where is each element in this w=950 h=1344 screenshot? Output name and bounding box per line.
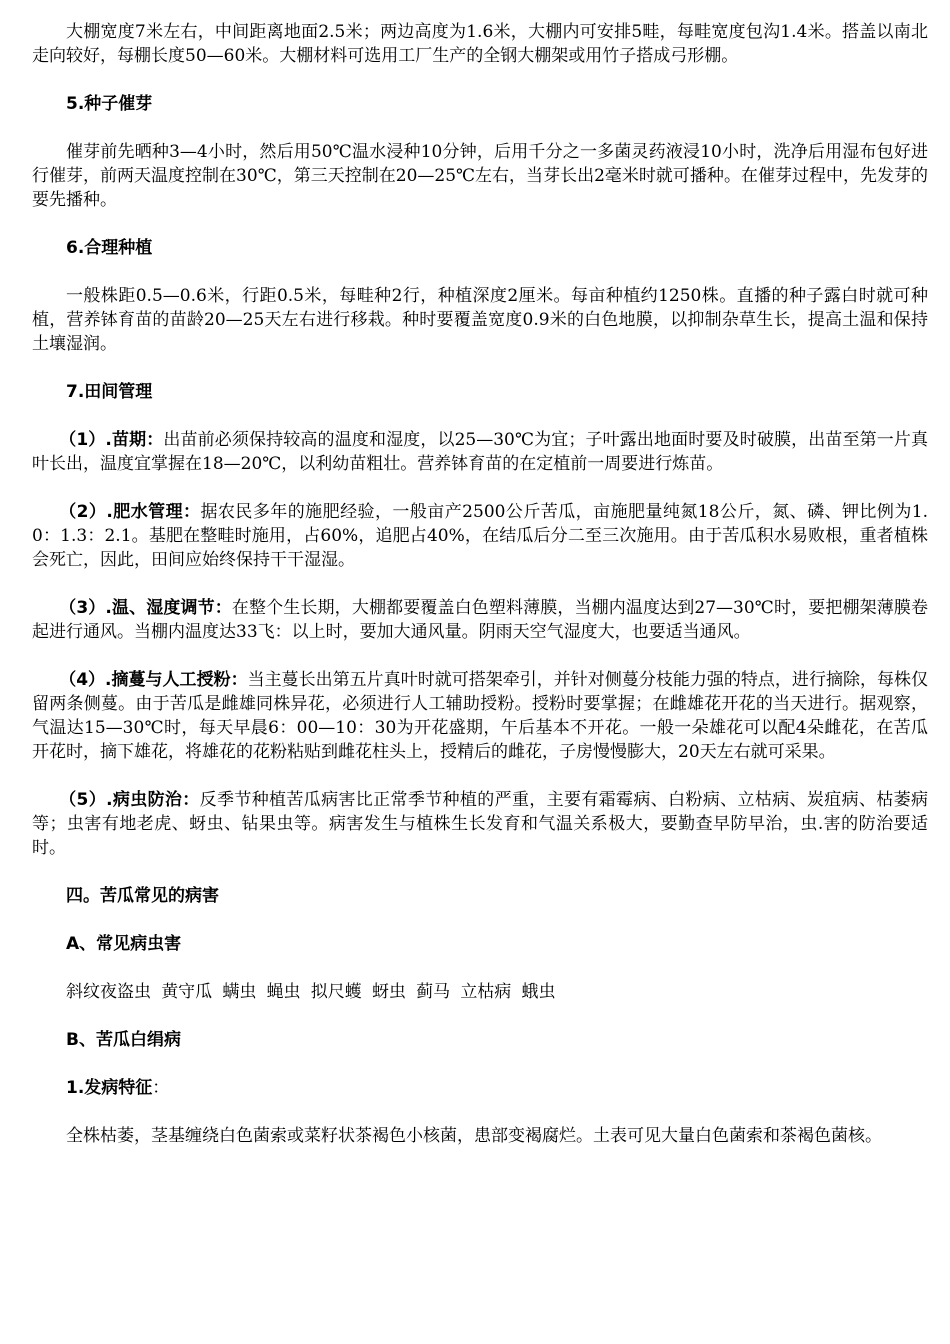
management-pruning-pollination [32, 668, 928, 764]
subheading-common-pests: A、常见病虫害 [66, 934, 182, 954]
heading-planting: 6.合理种植 [66, 238, 153, 258]
pest-item: 蓟马 [416, 982, 451, 1002]
paragraph-greenhouse: 大棚宽度7米左右，中间距离地面2.5米；两边高度为1.6米，大棚内可安排5畦，每畦宽度包沟1.4米。搭盖以南北走向较好，每棚长度50—60米。大棚材料可选用工厂生产的全钢大棚架或用竹子搭成弓形棚。 [32, 22, 928, 66]
heading-seed-germination: 5.种子催芽 [66, 94, 153, 114]
management-label: （1）.苗期： [59, 430, 164, 450]
management-label: （2）.肥水管理： [59, 502, 201, 522]
paragraph-disease-features: 全株枯萎，茎基缠绕白色菌索或菜籽状茶褐色小核菌，患部变褐腐烂。土表可见大量白色菌索和茶褐色菌核。 [66, 1126, 882, 1146]
pest-item: 螨虫 [222, 982, 257, 1002]
document-page [32, 20, 928, 1172]
management-text: 出苗前必须保持较高的温度和湿度，以25—30℃为宜；子叶露出地面时要及时破膜，出苗至第一片真叶长出，温度宜掌握在18—20℃，以利幼苗粗壮。营养钵育苗的在定植前一周要进行炼苗。 [32, 430, 928, 474]
pest-item: 蚜虫 [371, 982, 406, 1002]
management-fertilizer [32, 500, 928, 572]
heading-field-management: 7.田间管理 [66, 382, 153, 402]
pest-item: 拟尺蠖 [310, 982, 362, 1002]
management-label: （3）.温、湿度调节： [59, 598, 232, 618]
feature-label: 1.发病特征 [66, 1078, 153, 1098]
feature-colon: ： [152, 1078, 170, 1098]
pest-item: 黄守瓜 [161, 982, 213, 1002]
management-text: 当主蔓长出第五片真叶时就可搭架牵引，并针对侧蔓分枝能力强的特点，进行摘除，每株仅留两条侧蔓。由于苦瓜是雌雄同株异花，必须进行人工辅助授粉。授粉时要掌握；在雌雄花开花的当天进行。据观察，气温达15—30℃时，每天早晨6：00—10：30为开花盛期，午后基本不开花。一般一朵雄花可以配4朵雌花，在苦瓜开花时，摘下雄花，将雄花的花粉粘贴到雌花柱头上，授精后的雌花，子房慢慢膨大，20天左右就可采果。 [32, 670, 929, 762]
paragraph-planting: 一般株距0.5—0.6米，行距0.5米，每畦种2行，种植深度2厘米。每亩种植约1250株。直播的种子露白时就可种植，营养钵育苗的苗龄20—25天左右进行移栽。种时要覆盖宽度0.9米的白色地膜，以抑制杂草生长，提高土温和保持土壤湿润。 [32, 286, 928, 354]
pest-list [32, 980, 928, 1004]
management-label: （4）.摘蔓与人工授粉： [59, 670, 248, 690]
management-label: （5）.病虫防治： [59, 790, 200, 810]
management-pest-control [32, 788, 928, 860]
heading-disease-features [32, 1076, 928, 1100]
management-text: 在整个生长期，大棚都要覆盖白色塑料薄膜，当棚内温度达到27—30℃时，要把棚架薄膜卷起进行通风。当棚内温度达33飞：以上时，要加大通风量。阴雨天空气湿度大，也要适当通风。 [32, 598, 928, 642]
paragraph-seed-germination: 催芽前先晒种3—4小时，然后用50℃温水浸种10分钟，后用千分之一多菌灵药液浸10小时，洗净后用湿布包好进行催芽，前两天温度控制在30℃，第三天控制在20—25℃左右，当芽长出2毫米时就可播种。在催芽过程中，先发芽的要先播种。 [32, 142, 928, 210]
pest-item: 蝇虫 [266, 982, 301, 1002]
management-text: 反季节种植苦瓜病害比正常季节种植的严重，主要有霜霉病、白粉病、立枯病、炭疽病、枯萎病等；虫害有地老虎、蚜虫、钻果虫等。病害发生与植株生长发育和气温关系极大，要勤查早防早治，虫.害的防治要适时。 [32, 790, 929, 858]
heading-common-diseases: 四。苦瓜常见的病害 [66, 886, 219, 906]
pest-item: 蛾虫 [521, 982, 556, 1002]
pest-item: 斜纹夜盗虫 [66, 982, 151, 1002]
pest-item: 立枯病 [460, 982, 512, 1002]
management-temperature [32, 596, 928, 644]
management-seedling [32, 428, 928, 476]
management-text: 据农民多年的施肥经验，一般亩产2500公斤苦瓜，亩施肥量纯氮18公斤，氮、磷、钾比例为1.0：1.3：2.1。基肥在整畦时施用，占60%，追肥占40%，在结瓜后分二至三次施用。由于苦瓜积水易败根，重者植株会死亡，因此，田间应始终保持干干湿湿。 [32, 502, 928, 570]
subheading-white-blight: B、苦瓜白绢病 [66, 1030, 181, 1050]
